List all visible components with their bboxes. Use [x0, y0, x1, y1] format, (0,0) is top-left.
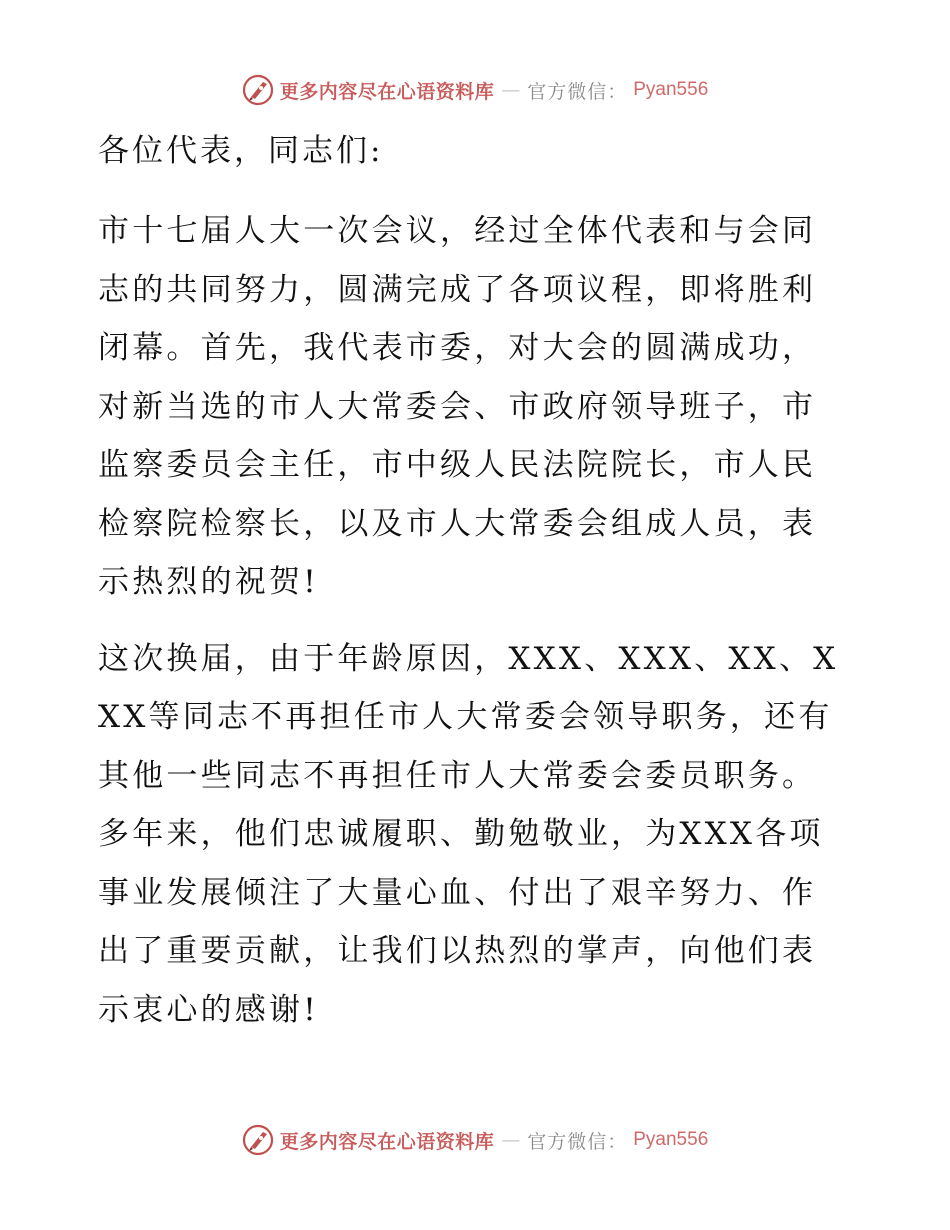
quill-pen-logo-icon	[242, 74, 274, 106]
watermark-dash: —	[501, 79, 521, 101]
watermark-official-label: 官方微信：	[527, 1130, 628, 1153]
paragraph-1: 市十七届人大一次会议，经过全体代表和与会同志的共同努力，圆满完成了各项议程，即将胜利闭幕。首先，我代表市委，对大会的圆满成功，对新当选的市人大常委会、市政府领导班子，市监察委员会主任，市中级人民法院院长，市人民检察院检察长，以及市人大常委会组成人员，表示热烈的祝贺!	[98, 213, 817, 600]
quill-pen-logo-icon	[242, 1124, 274, 1156]
footer-watermark	[0, 1120, 950, 1160]
header-watermark	[0, 70, 950, 110]
watermark-wechat-id: Pyan556	[633, 1129, 709, 1150]
paragraph-2: 这次换届，由于年龄原因，XXX、XXX、XX、XXX等同志不再担任市人大常委会领导职务，还有其他一些同志不再担任市人大常委会委员职务。多年来，他们忠诚履职、勤勉敬业，为XXX各项事业发展倾注了大量心血、付出了艰辛努力、作出了重要贡献，让我们以热烈的掌声，向他们表示衷心的感谢!	[98, 640, 839, 1028]
watermark-main-text: 更多内容尽在心语资料库	[279, 1130, 495, 1153]
watermark-dash: —	[501, 1129, 521, 1151]
watermark-wechat-id: Pyan556	[633, 79, 709, 100]
watermark-official-label: 官方微信：	[527, 80, 628, 103]
watermark-main-text: 更多内容尽在心语资料库	[279, 80, 495, 103]
document-body	[98, 122, 850, 1057]
salutation: 各位代表，同志们:	[98, 133, 384, 169]
